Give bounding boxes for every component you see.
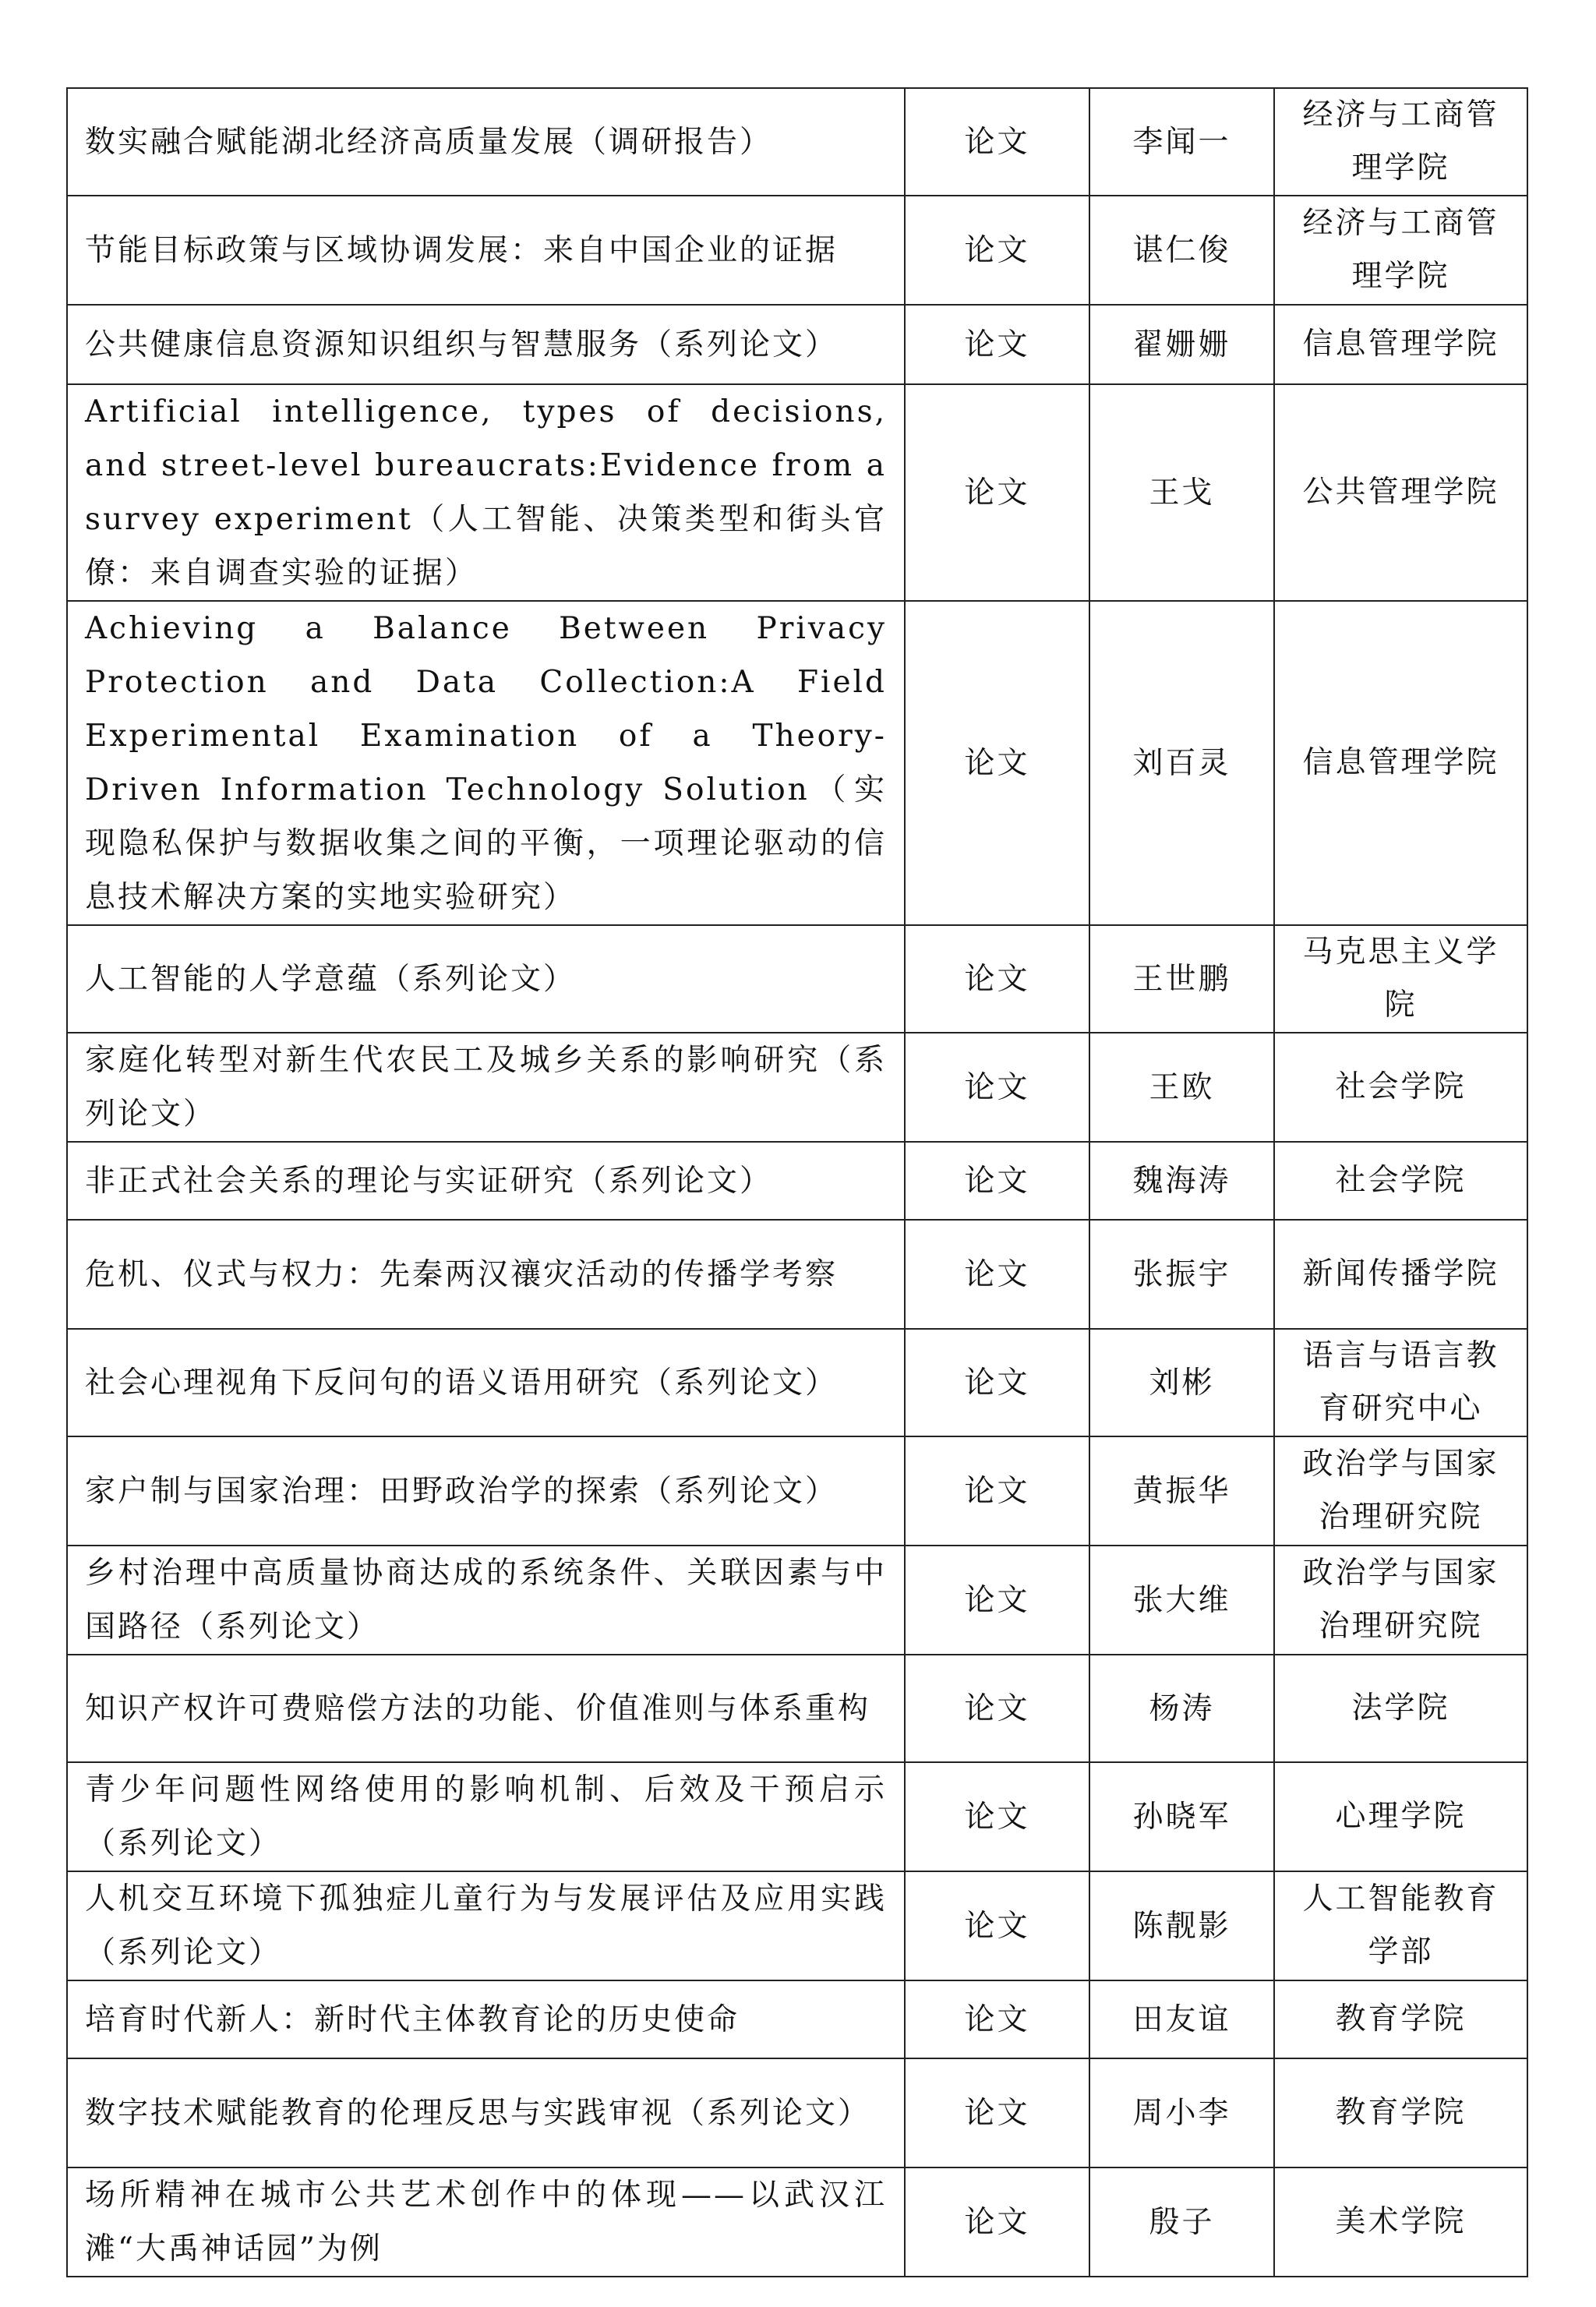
unit-cell: 马克思主义学院 [1274, 925, 1527, 1033]
achievement-type-cell: 论文 [905, 1436, 1089, 1546]
author-cell: 刘百灵 [1089, 601, 1274, 925]
unit-cell: 新闻传播学院 [1274, 1220, 1527, 1329]
author-cell: 刘彬 [1089, 1329, 1274, 1436]
achievement-type-cell: 论文 [905, 925, 1089, 1033]
achievement-type-cell: 论文 [905, 1329, 1089, 1436]
unit-cell: 教育学院 [1274, 1980, 1527, 2058]
unit-cell: 社会学院 [1274, 1033, 1527, 1142]
table-row [67, 601, 1527, 925]
achievement-type-cell: 论文 [905, 196, 1089, 305]
unit-cell: 人工智能教育学部 [1274, 1871, 1527, 1980]
achievement-title-cell: 家庭化转型对新生代农民工及城乡关系的影响研究（系列论文） [67, 1033, 905, 1142]
achievement-title-cell: 人工智能的人学意蕴（系列论文） [67, 925, 905, 1033]
unit-cell: 经济与工商管理学院 [1274, 88, 1527, 196]
achievement-title-cell: Achieving a Balance Between Privacy Protection and Data Collection:A Field Experimental Examination of a Theory-Driven Information Technology Solution（实现隐私保护与数据收集之间的平衡，一项理论驱动的信息技术解决方案的实地实验研究） [67, 601, 905, 925]
achievement-title-cell: 知识产权许可费赔偿方法的功能、价值准则与体系重构 [67, 1655, 905, 1762]
table-row [67, 305, 1527, 384]
achievement-title-cell: 数字技术赋能教育的伦理反思与实践审视（系列论文） [67, 2058, 905, 2167]
table-row [67, 384, 1527, 601]
author-cell: 张振宇 [1089, 1220, 1274, 1329]
achievement-type-cell: 论文 [905, 1142, 1089, 1220]
unit-cell: 语言与语言教育研究中心 [1274, 1329, 1527, 1436]
author-cell: 谌仁俊 [1089, 196, 1274, 305]
achievement-title-cell: Artificial intelligence, types of decisions, and street-level bureaucrats:Evidence from a survey experiment（人工智能、决策类型和街头官僚：来自调查实验的证据） [67, 384, 905, 601]
table-row [67, 1762, 1527, 1871]
achievement-type-cell: 论文 [905, 2167, 1089, 2277]
unit-cell: 政治学与国家治理研究院 [1274, 1546, 1527, 1655]
author-cell: 孙晓军 [1089, 1762, 1274, 1871]
achievement-type-cell: 论文 [905, 2058, 1089, 2167]
achievement-title-cell: 危机、仪式与权力：先秦两汉禳灾活动的传播学考察 [67, 1220, 905, 1329]
table-row [67, 1033, 1527, 1142]
table-row [67, 1655, 1527, 1762]
unit-cell: 公共管理学院 [1274, 384, 1527, 601]
achievement-type-cell: 论文 [905, 88, 1089, 196]
table-row [67, 1220, 1527, 1329]
author-cell: 田友谊 [1089, 1980, 1274, 2058]
achievement-title-cell: 乡村治理中高质量协商达成的系统条件、关联因素与中国路径（系列论文） [67, 1546, 905, 1655]
unit-cell: 法学院 [1274, 1655, 1527, 1762]
unit-cell: 社会学院 [1274, 1142, 1527, 1220]
unit-cell: 政治学与国家治理研究院 [1274, 1436, 1527, 1546]
table-row [67, 2058, 1527, 2167]
achievement-title-cell: 数实融合赋能湖北经济高质量发展（调研报告） [67, 88, 905, 196]
author-cell: 陈靓影 [1089, 1871, 1274, 1980]
achievement-type-cell: 论文 [905, 1980, 1089, 2058]
awards-table [66, 87, 1528, 2277]
table-row [67, 1436, 1527, 1546]
achievement-title-cell: 场所精神在城市公共艺术创作中的体现——以武汉江滩“大禹神话园”为例 [67, 2167, 905, 2277]
author-cell: 黄振华 [1089, 1436, 1274, 1546]
table-row [67, 196, 1527, 305]
achievement-title-cell: 社会心理视角下反问句的语义语用研究（系列论文） [67, 1329, 905, 1436]
achievement-type-cell: 论文 [905, 1033, 1089, 1142]
author-cell: 王戈 [1089, 384, 1274, 601]
author-cell: 魏海涛 [1089, 1142, 1274, 1220]
achievement-title-cell: 节能目标政策与区域协调发展：来自中国企业的证据 [67, 196, 905, 305]
achievement-title-cell: 家户制与国家治理：田野政治学的探索（系列论文） [67, 1436, 905, 1546]
unit-cell: 美术学院 [1274, 2167, 1527, 2277]
author-cell: 翟姗姗 [1089, 305, 1274, 384]
table-row [67, 925, 1527, 1033]
table-row [67, 2167, 1527, 2277]
achievement-title-cell: 培育时代新人：新时代主体教育论的历史使命 [67, 1980, 905, 2058]
table-row [67, 1329, 1527, 1436]
unit-cell: 信息管理学院 [1274, 305, 1527, 384]
author-cell: 张大维 [1089, 1546, 1274, 1655]
achievement-title-cell: 非正式社会关系的理论与实证研究（系列论文） [67, 1142, 905, 1220]
achievement-title-cell: 青少年问题性网络使用的影响机制、后效及干预启示（系列论文） [67, 1762, 905, 1871]
achievement-type-cell: 论文 [905, 1655, 1089, 1762]
achievement-type-cell: 论文 [905, 601, 1089, 925]
author-cell: 王世鹏 [1089, 925, 1274, 1033]
table-row [67, 88, 1527, 196]
table-row [67, 1871, 1527, 1980]
unit-cell: 教育学院 [1274, 2058, 1527, 2167]
achievement-title-cell: 人机交互环境下孤独症儿童行为与发展评估及应用实践（系列论文） [67, 1871, 905, 1980]
achievement-type-cell: 论文 [905, 1546, 1089, 1655]
author-cell: 殷子 [1089, 2167, 1274, 2277]
author-cell: 李闻一 [1089, 88, 1274, 196]
author-cell: 杨涛 [1089, 1655, 1274, 1762]
achievement-title-cell: 公共健康信息资源知识组织与智慧服务（系列论文） [67, 305, 905, 384]
achievement-type-cell: 论文 [905, 1762, 1089, 1871]
table-row [67, 1980, 1527, 2058]
unit-cell: 经济与工商管理学院 [1274, 196, 1527, 305]
table-row [67, 1142, 1527, 1220]
author-cell: 王欧 [1089, 1033, 1274, 1142]
achievement-type-cell: 论文 [905, 305, 1089, 384]
author-cell: 周小李 [1089, 2058, 1274, 2167]
unit-cell: 信息管理学院 [1274, 601, 1527, 925]
achievement-type-cell: 论文 [905, 1220, 1089, 1329]
unit-cell: 心理学院 [1274, 1762, 1527, 1871]
achievement-type-cell: 论文 [905, 1871, 1089, 1980]
achievement-type-cell: 论文 [905, 384, 1089, 601]
table-row [67, 1546, 1527, 1655]
